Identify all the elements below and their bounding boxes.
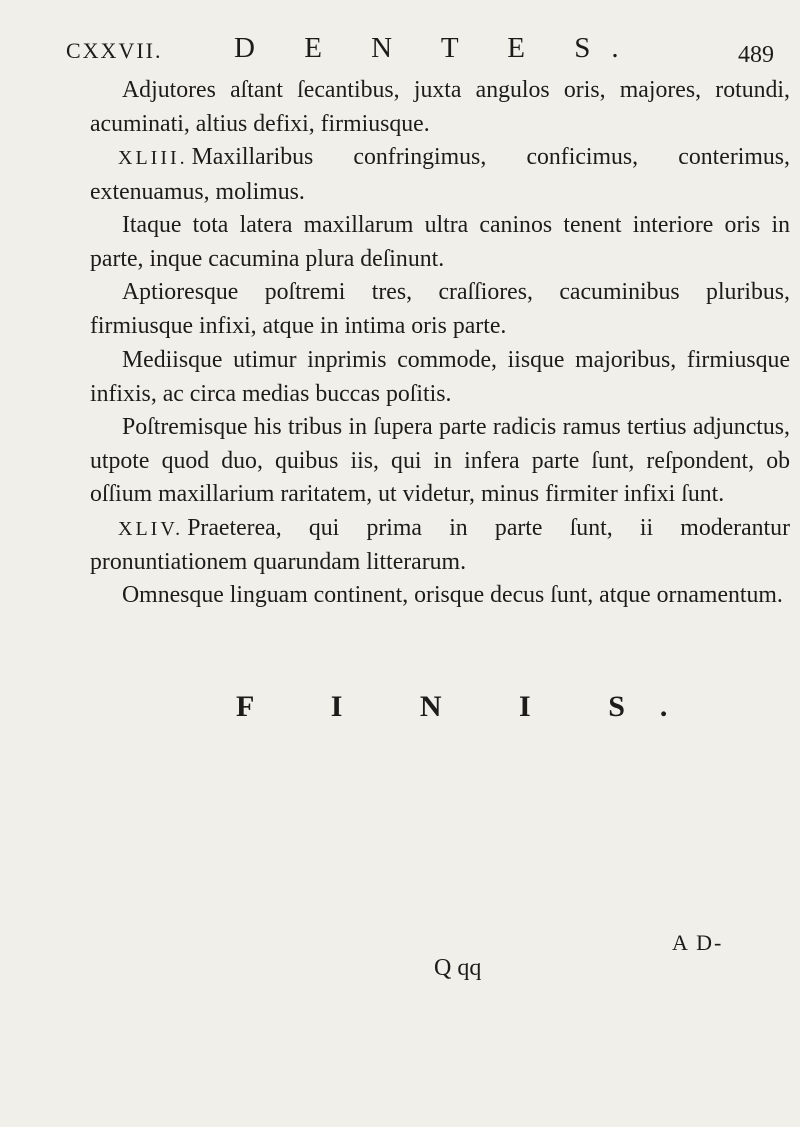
body-text (90, 74, 790, 613)
paragraph-text: Itaque tota latera maxillarum ultra caninos tenent interiore oris in parte, inque cacumina plura deſinunt. (90, 211, 790, 273)
paragraph (90, 411, 790, 512)
section-number: XLIV. (118, 517, 184, 540)
running-head (66, 32, 774, 72)
paragraph (90, 579, 790, 613)
paragraph-text: Aptioresque poſtremi tres, craſſiores, cacuminibus pluribus, firmiusque infixi, atque in intima oris parte. (90, 279, 790, 340)
section-number: XLIII. (118, 147, 188, 170)
paragraph (90, 209, 790, 276)
paragraph-text: Mediisque utimur inprimis commode, iisque majoribus, firmiusque infixis, ac circa medias buccas poſitis. (90, 346, 790, 407)
chapter-number: CXXVII. (66, 38, 163, 63)
page-title: D E N T E S. (234, 32, 640, 64)
paragraph (90, 74, 790, 141)
page-number: 489 (738, 42, 774, 68)
paragraph (90, 512, 790, 579)
signature-mark: Q qq (434, 955, 482, 981)
paragraph-text: Maxillaribus confringimus, conficimus, conterimus, extenuamus, molimus. (90, 144, 790, 205)
paragraph-text: Praeterea, qui prima in parte ſunt, ii moderantur pronuntiationem quarundam litterarum. (90, 514, 790, 575)
paragraph (90, 276, 790, 343)
paragraph-text: Poſtremisque his tribus in ſupera parte radicis ramus tertius adjunctus, utpote quod duo, quibus iis, qui in infera parte ſunt, reſpondent, ob oſſium maxillarium raritatem, ut videtur, minus firmiter infixi ſunt. (90, 414, 790, 508)
paragraph-text: Adjutores aſtant ſecantibus, juxta angulos oris, majores, rotundi, acuminati, altius defixi, firmiusque. (90, 77, 790, 138)
finis-heading: F I N I S. (236, 690, 703, 723)
paragraph-text: Omnesque linguam continent, orisque decus ſunt, atque ornamentum. (122, 582, 783, 609)
paragraph (90, 344, 790, 411)
catchword: A D- (672, 930, 724, 955)
paragraph (90, 141, 790, 208)
